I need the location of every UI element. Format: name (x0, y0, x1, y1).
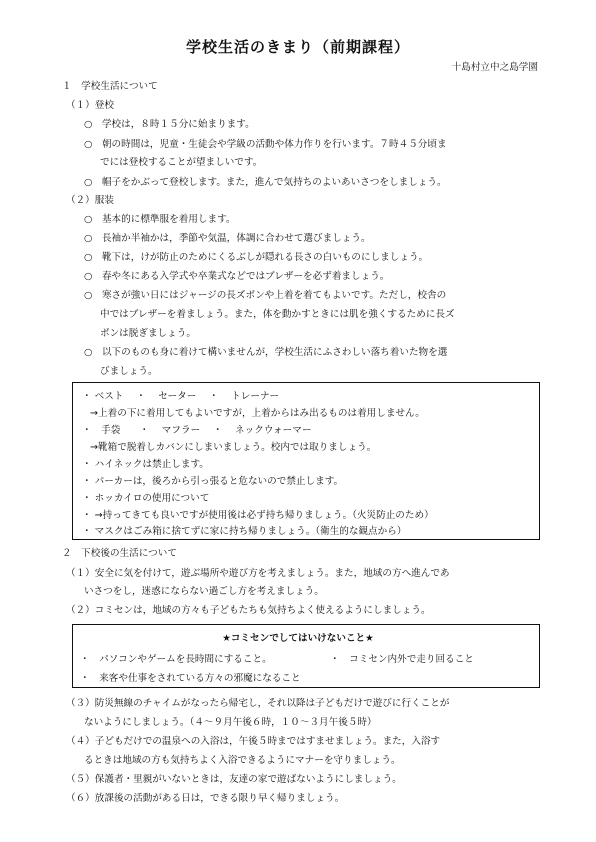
list-item: （３）防災無線のチャイムがなったら帰宅し，それ以降は子どもだけで遊びに行くことが (66, 698, 450, 709)
list-item: （５）保護者・里親がいないときは，友達の家で遊ばないようにしましょう。 (66, 774, 402, 785)
box-item: ・ コミセン内外で走り回ること (330, 654, 474, 665)
list-item: （４）子どもだけでの温泉への入浴は，午後５時まではすませましょう。また，入浴す (66, 736, 441, 747)
list-item: ○ 朝の時間は，児童・生徒会や学級の活動や体力作りを行います。７時４５分頃ま (84, 139, 447, 150)
box-item: ・ パーカーは，後ろから引っ張ると危ないので禁止します。 (82, 476, 344, 487)
section-heading: ２ 下校後の生活について (62, 548, 177, 559)
box-item: ・ ベスト ・ セーター ・ トレーナー (82, 391, 280, 402)
list-item: （６）放課後の活動がある日は，できる限り早く帰りましょう。 (66, 793, 345, 804)
list-item: ○ 以下のものも身に着けて構いませんが，学校生活にふさわしい落ち着いた物を選 (84, 347, 448, 358)
list-item: ○ 春や冬にある入学式や卒業式などではブレザーを必ず着ましょう。 (84, 271, 390, 282)
page-title: 学校生活のきまり（前期課程） (185, 38, 410, 56)
list-item: ○ 長袖か半袖かは，季節や気温，体調に合わせて選びましょう。 (84, 233, 371, 244)
box-item: ・ ホッカイロの使用について (82, 493, 210, 504)
list-item: （２）コミセンは，地域の方々も子どもたちも気持ちよく使えるようにしましょう。 (66, 605, 431, 616)
list-item: ○ 基本的に標準服を着用します。 (84, 214, 236, 225)
list-item-continuation: るときは地域の方も気持ちよく入浴できるようにマナーを守りましょう。 (84, 755, 401, 766)
subsection-heading: （２）服装 (66, 195, 114, 206)
list-item-continuation: いさつをし，迷惑にならない過ごし方を考えましょう。 (84, 586, 324, 597)
list-item: ○ 寒さが強い日にはジャージの長ズボンや上着を着てもよいです。ただし，校舎の (84, 290, 447, 301)
list-item-continuation: でには登校することが望ましいです。 (100, 157, 263, 168)
list-item: ○ 学校は，８時１５分に始まります。 (84, 119, 255, 130)
box-item: ・ 手袋 ・ マフラー ・ ネックウォーマー (82, 425, 312, 436)
box-item: ・ パソコンやゲームを長時間にすること。 (80, 654, 272, 665)
box-item: ・ →持ってきても良いですが使用後は必ず持ち帰りましょう。（火災防止のため） (82, 510, 434, 521)
list-item-continuation: びましょう。 (100, 366, 158, 377)
box-item: →靴箱で脱着しカバンにしまいましょう。校内では取りましょう。 (90, 442, 377, 453)
box-item: ・ マスクはごみ箱に捨てずに家に持ち帰りましょう。（衛生的な観点から） (82, 526, 407, 537)
box-item: →上着の下に着用してもよいですが，上着からはみ出るものは着用しません。 (90, 408, 425, 419)
box-item: ・ ハイネックは禁止します。 (82, 459, 209, 470)
list-item: ○ 靴下は，けが防止のためにくるぶしが隠れる長さの白いものにしましょう。 (84, 252, 429, 263)
box-item: ・ 来客や仕事をされている方々の邪魔になること (80, 673, 301, 684)
list-item-continuation: ボンは脱ぎましょう。 (100, 328, 196, 339)
section-heading: １ 学校生活について (62, 81, 158, 92)
list-item-continuation: ないようにしましょう。（４～９月午後６時，１０～３月午後５時） (84, 717, 377, 728)
school-name: 十島村立中之島学園 (451, 62, 538, 73)
list-item-continuation: 中ではブレザーを着ましょう。また，体を動かすときには肌を強くするために長ズ (100, 309, 455, 320)
list-item: ○ 帽子をかぶって登校します。また，進んで気持ちのよいあいさつをしましょう。 (84, 177, 447, 188)
subsection-heading: （１）登校 (66, 100, 114, 111)
list-item: （１）安全に気を付けて，遊ぶ場所や遊び方を考えましょう。また，地域の方へ進んであ (66, 568, 450, 579)
rules-box-title: ★コミセンでしてはいけないこと★ (222, 633, 374, 644)
